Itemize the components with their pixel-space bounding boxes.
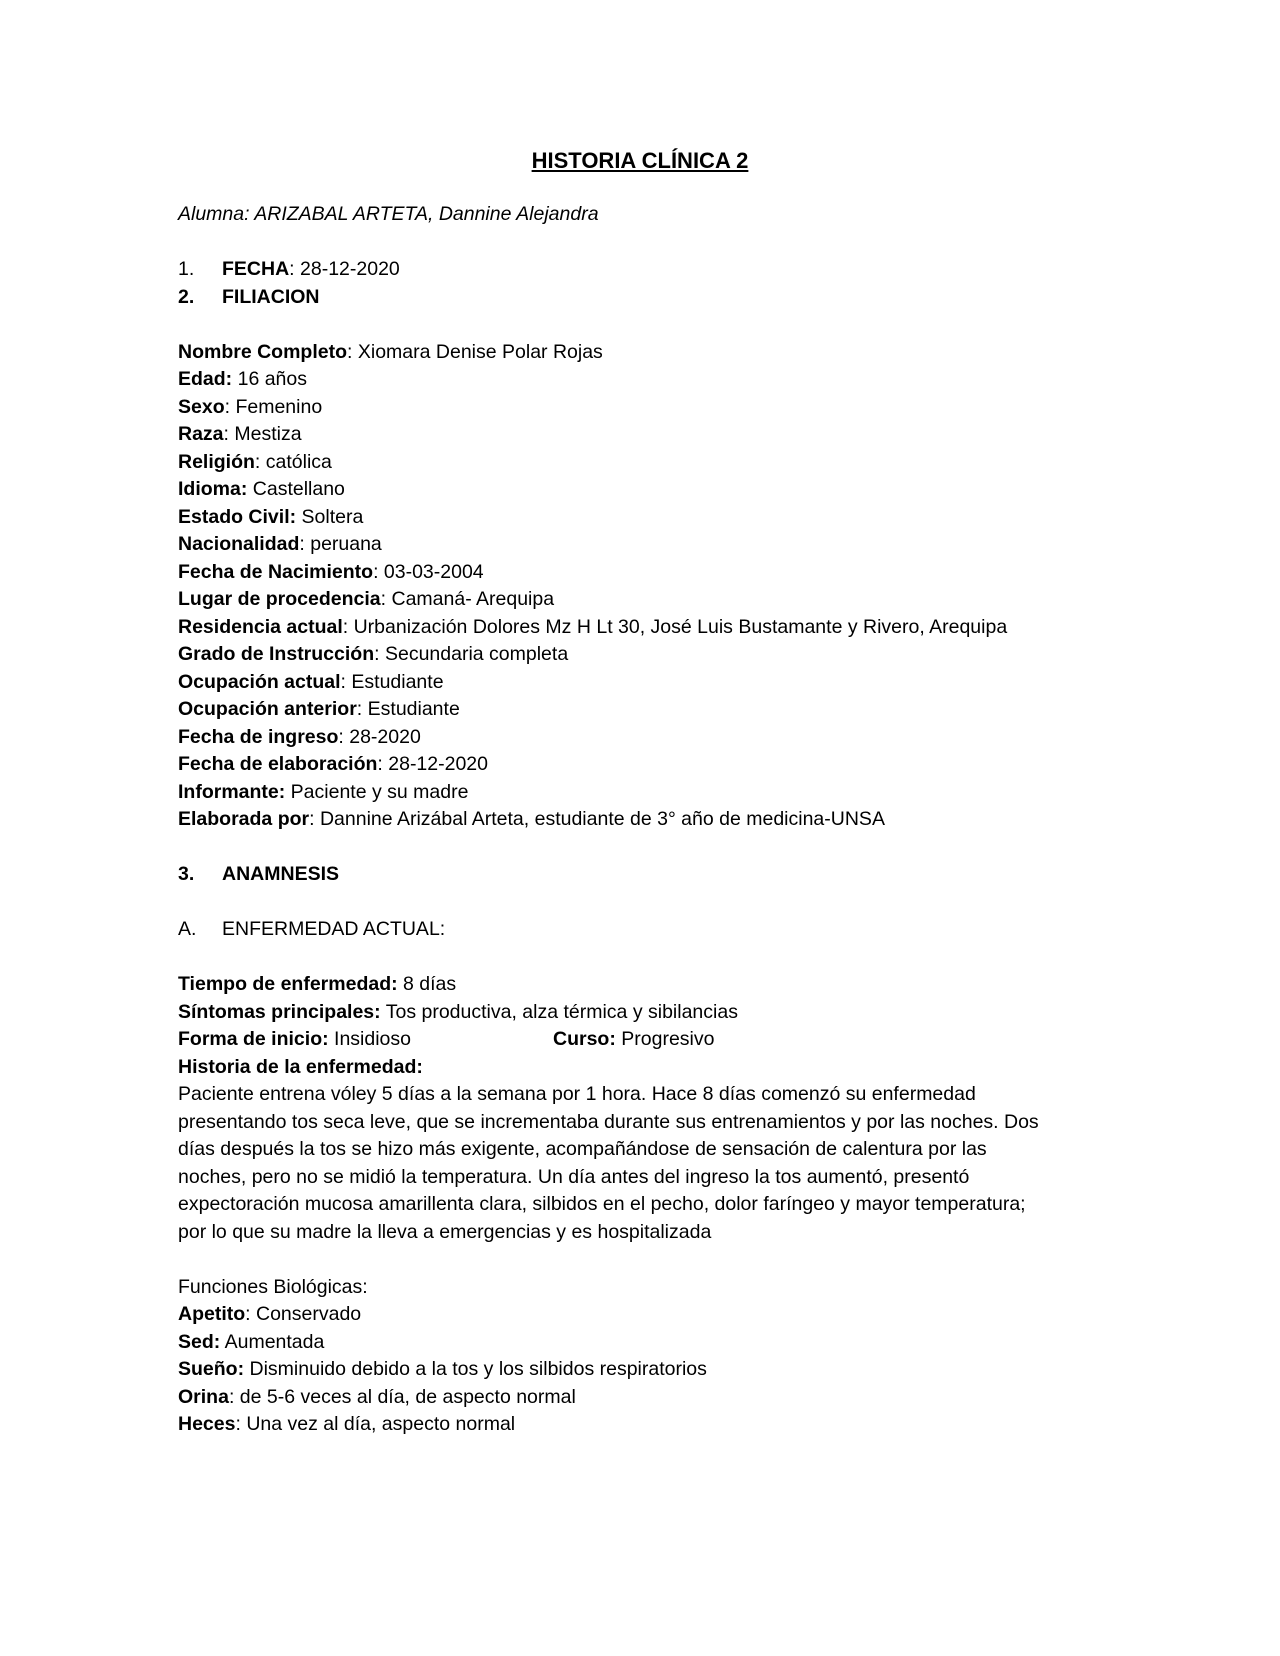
section-filiacion (178, 284, 1118, 312)
field-row (178, 504, 1118, 532)
field-label: Orina (178, 1385, 229, 1408)
field-label: Fecha de ingreso (178, 725, 339, 748)
field-label: Nombre Completo (178, 340, 348, 363)
field-label: Religión (178, 450, 255, 473)
section-number: 2. (178, 285, 195, 308)
field-value: Femenino (235, 395, 323, 418)
field-label: Síntomas principales: (178, 1000, 381, 1023)
field-label: Ocupación anterior (178, 698, 357, 720)
field-value: Secundaria completa (384, 643, 569, 665)
field-value: Progresivo (621, 1028, 715, 1050)
field-curso (553, 1026, 714, 1054)
field-row: Raza: Mestiza (178, 423, 302, 445)
funciones-label: Funciones Biológicas: (178, 1275, 368, 1298)
field-value: Soltera (301, 505, 364, 528)
field-value: católica (265, 450, 332, 473)
field-value: Una vez al día, aspecto normal (246, 1413, 516, 1435)
section-number: 3. (178, 863, 195, 885)
field-value: 8 días (403, 973, 457, 995)
field-label: Apetito (178, 1303, 246, 1325)
paragraph-line: Paciente entrena vóley 5 días a la semana por 1 hora. Hace 8 días comenzó su enfermedad (178, 1083, 976, 1105)
field-label: Fecha de Nacimiento (178, 560, 374, 583)
field-value: Urbanización Dolores Mz H Lt 30, José Luis Bustamante y Rivero, Arequipa (353, 615, 1008, 638)
section-number: 1. (178, 258, 195, 280)
field-value: 03-03-2004 (383, 560, 484, 583)
field-forma-curso (178, 1026, 1118, 1054)
historia-paragraph (178, 1081, 1118, 1246)
field-row: Fecha de Nacimiento: 03-03-2004 (178, 560, 484, 583)
field-value: Disminuido debido a la tos y los silbidos respiratorios (249, 1358, 707, 1380)
field-row: Heces: Una vez al día, aspecto normal (178, 1413, 516, 1435)
field-label: Grado de Instrucción (178, 643, 375, 665)
field-value: peruana (310, 533, 382, 555)
field-row: Ocupación actual: Estudiante (178, 670, 444, 693)
field-label: Ocupación actual (178, 670, 341, 693)
historia-label: Historia de la enfermedad: (178, 1055, 423, 1078)
field-label: Heces (178, 1413, 236, 1435)
field-row (178, 779, 1118, 807)
paragraph-line: presentando tos seca leve, que se incrementaba durante sus entrenamientos y por las noches. Dos (178, 1110, 1039, 1133)
section-value: 28-12-2020 (300, 258, 400, 280)
field-row: Apetito: Conservado (178, 1303, 362, 1325)
field-value: Insidioso (334, 1028, 411, 1050)
field-row: Fecha de elaboración: 28-12-2020 (178, 753, 488, 775)
field-value: Tos productiva, alza térmica y sibilancias (385, 1000, 738, 1023)
field-row: Fecha de ingreso: 28-2020 (178, 725, 421, 748)
field-row: Ocupación anterior: Estudiante (178, 698, 460, 720)
subsection-letter: A. (178, 918, 197, 940)
field-value: 16 años (237, 368, 307, 390)
page-title: HISTORIA CLÍNICA 2 (531, 148, 749, 173)
field-label: Sueño: (178, 1358, 245, 1380)
field-value: Paciente y su madre (290, 780, 469, 803)
paragraph-line: días después la tos se hizo más exigente, acompañándose de sensación de calentura por las (178, 1138, 987, 1160)
field-value: Camaná- Arequipa (391, 588, 555, 610)
field-row: Residencia actual: Urbanización Dolores Mz H Lt 30, José Luis Bustamante y Rivero, Arequipa (178, 615, 1008, 638)
field-value: Castellano (252, 478, 345, 500)
field-label: Tiempo de enfermedad: (178, 973, 398, 995)
field-label: Raza (178, 423, 224, 445)
field-row: Lugar de procedencia: Camaná- Arequipa (178, 588, 555, 610)
field-row: Orina: de 5-6 veces al día, de aspecto normal (178, 1385, 576, 1408)
field-value: 28-2020 (349, 725, 421, 748)
field-row: Sexo: Femenino (178, 395, 323, 418)
field-value: 28-12-2020 (388, 753, 488, 775)
section-label: FECHA (222, 258, 290, 280)
section-label: FILIACION (222, 285, 320, 308)
field-value: Estudiante (367, 698, 460, 720)
field-tiempo (178, 971, 1118, 999)
subsection-enfermedad-actual (178, 916, 1118, 944)
field-row: Grado de Instrucción: Secundaria completa (178, 643, 569, 665)
funciones-list (178, 1301, 1118, 1439)
field-label: Forma de inicio: (178, 1028, 329, 1050)
field-label: Lugar de procedencia (178, 588, 381, 610)
field-label: Fecha de elaboración (178, 753, 378, 775)
field-value: Dannine Arizábal Arteta, estudiante de 3° año de medicina-UNSA (319, 808, 885, 830)
paragraph-line: expectoración mucosa amarillenta clara, silbidos en el pecho, dolor faríngeo y mayor temperatura; (178, 1193, 1026, 1215)
document-content (178, 146, 1118, 1439)
section-label: ANAMNESIS (222, 863, 340, 885)
field-value: Aumentada (224, 1330, 325, 1353)
field-label: Curso: (553, 1028, 616, 1050)
field-value: Estudiante (351, 670, 444, 693)
author-line: Alumna: ARIZABAL ARTETA, Dannine Alejandra (178, 203, 599, 225)
field-value: Conservado (256, 1303, 362, 1325)
field-label: Nacionalidad (178, 533, 300, 555)
filiacion-list (178, 339, 1118, 834)
field-label: Residencia actual (178, 615, 343, 638)
subsection-label: ENFERMEDAD ACTUAL: (222, 918, 446, 940)
field-row (178, 476, 1118, 504)
field-value: de 5-6 veces al día, de aspecto normal (239, 1385, 576, 1408)
field-row: Religión: católica (178, 450, 332, 473)
field-label: Idioma: (178, 478, 248, 500)
field-row (178, 366, 1118, 394)
field-label: Elaborada por (178, 808, 310, 830)
field-value: Xiomara Denise Polar Rojas (357, 340, 603, 363)
field-label: Informante: (178, 780, 286, 803)
paragraph-line: por lo que su madre la lleva a emergencias y es hospitalizada (178, 1220, 712, 1243)
field-sintomas (178, 999, 1118, 1027)
paragraph-line: noches, pero no se midió la temperatura. Un día antes del ingreso la tos aumentó, presentó (178, 1165, 970, 1188)
field-row: Nacionalidad: peruana (178, 533, 382, 555)
field-row: Elaborada por: Dannine Arizábal Arteta, estudiante de 3° año de medicina-UNSA (178, 808, 885, 830)
field-value: Mestiza (234, 423, 302, 445)
field-row (178, 1356, 1118, 1384)
field-row: Nombre Completo: Xiomara Denise Polar Rojas (178, 340, 603, 363)
section-fecha: 1. FECHA: 28-12-2020 (178, 256, 1118, 284)
section-anamnesis (178, 861, 1118, 889)
field-label: Edad: (178, 368, 233, 390)
field-label: Estado Civil: (178, 505, 297, 528)
field-label: Sed: (178, 1330, 221, 1353)
field-row (178, 1329, 1118, 1357)
field-label: Sexo (178, 395, 225, 418)
